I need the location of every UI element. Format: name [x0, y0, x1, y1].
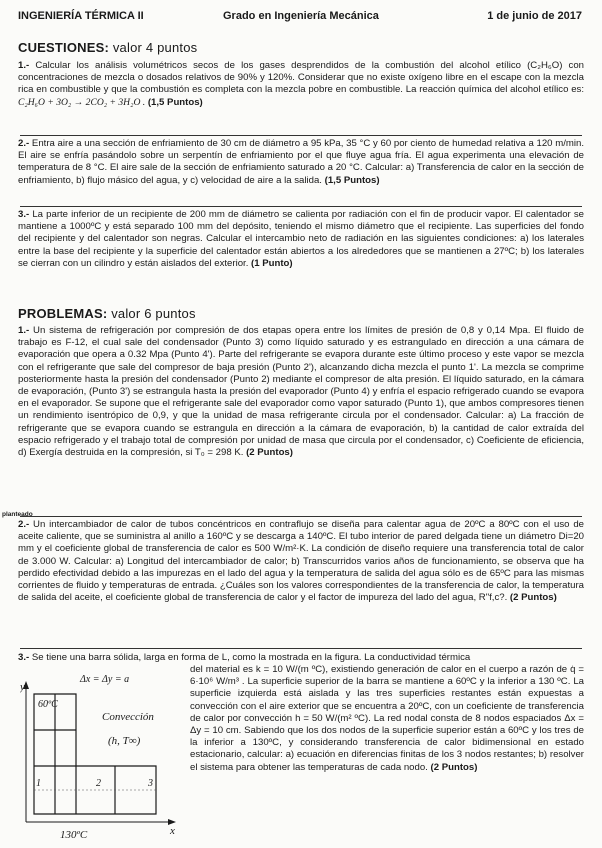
cuestiones-heading — [18, 40, 197, 55]
divider — [20, 516, 582, 517]
problema-2-number: 2.- — [18, 519, 30, 530]
problema-1-number: 1.- — [18, 325, 30, 336]
cuestion-2-number: 2.- — [18, 138, 30, 149]
cuestion-3-text: La parte inferior de un recipiente de 200 mm de diámetro se calienta por radiación con el fin de producir vapor. El calentador se mantiene a 1000ºC y está separado 100 mm del depósito, teniendo el mismo diámetro que el recipiente. Las superficies del fondo del recipiente y del calentador son negras. Calcular el intercambio neto de radiación en las siguientes condiciones: a) los laterales entre la base del recipiente y la superficie del calentador están abiertos a los alrededores que se mantienen a 27ºC; b) los laterales se cierran con un cilindro y están aislados del exterior. — [18, 209, 584, 269]
cuestion-2-points: (1,5 Puntos) — [324, 174, 380, 186]
node-1-label: 1 — [36, 778, 41, 789]
node-2-label: 2 — [96, 778, 101, 789]
problema-1-points: (2 Puntos) — [246, 447, 293, 459]
problema-3-text: del material es k = 10 W/(m ºC), existiendo generación de calor en el cuerpo a razón de q̇ = 6·10⁶ W/m³ . La superficie superior de la barra se mantiene a 60ºC y la inferior a 130 ºC. La superficie izquierda está aislada y las tres superficies restantes están expuestas a convección con el aire exterior que se encuentra a 20ºC, con un coeficiente de transferencia de calor por convección h = 50 W/(m² ºC). La red nodal consta de 8 nodos espaciados Δx = Δy = 10 cm. Sabiendo que los dos nodos de la superficie superior están a 60ºC y los tres de la inferior a 130ºC, y considerando transferencia de calor bidimensional en estado estacionario, calcular: a) ecuación en diferencias finitas de los 3 nodos restantes; b) resolver el sistema para obtener las temperaturas de cada nodo. — [190, 664, 584, 773]
divider — [20, 648, 582, 649]
problema-3 — [190, 664, 584, 774]
degree-name: Grado en Ingeniería Mecánica — [223, 10, 379, 22]
cuestion-1-number: 1.- — [18, 60, 30, 71]
convection-params: (h, T∞) — [108, 735, 141, 747]
course-name: INGENIERÍA TÉRMICA II — [18, 10, 144, 22]
problema-2-text: Un intercambiador de calor de tubos concéntricos en contraflujo se diseña para calentar agua de 20ºC a 80ºC con el uso de aceite caliente, que se suministra al anillo a 160ºC y se descarga a 140ºC. El tubo interior de pared delgada tiene un diámetro Di=20 mm y el coeficiente global de transferencia de calor es 500 W/m²·K. La condición de diseño requiere una transferencia total de calor de 3.000 W. Calcular: a) Longitud del intercambiador de calor; b) Transcurridos varios años de funcionamiento, se observa que ha perdido efectividad debido a las impurezas en el lado del agua y la temperatura de salida del agua sólo es de 65ºC para las mismas corrientes de fluido y temperaturas de entrada. ¿Cuáles son los valores correspondientes de la transferencia de calor, la temperatura de salida del aceite, el coeficiente global de transferencia de calor y el factor de impureza del lado del agua, R"f,c?. — [18, 519, 584, 604]
cuestiones-title: CUESTIONES: — [18, 40, 110, 55]
cuestion-2-text: Entra aire a una sección de enfriamiento de 30 cm de diámetro a 95 kPa, 35 °C y 60 por ciento de humedad relativa a 120 m/min. El aire se enfría pasándolo sobre un serpentín de enfriamiento por el que fluye agua fría. El agua experimenta una elevación de temperatura de 8 °C. El aire sale de la sección de enfriamiento saturado a 20 °C. Calcular: a) Transferencia de calor en la sección de enfriamiento, b) flujo másico del agua, y c) velocidad de aire a la salida. — [18, 138, 584, 186]
problemas-value: valor 6 puntos — [111, 306, 196, 321]
cuestion-1-equation: C₂H₆O + 3O₂ → 2CO₂ + 3H₂O . — [18, 96, 146, 108]
problema-2-points: (2 Puntos) — [509, 592, 557, 604]
cuestion-1 — [18, 60, 584, 109]
node-3-label: 3 — [148, 778, 153, 789]
problemas-title: PROBLEMAS: — [18, 306, 108, 321]
problema-2 — [18, 519, 584, 604]
problema-3-lead — [18, 652, 584, 664]
cuestion-2 — [18, 138, 584, 187]
cuestiones-value: valor 4 puntos — [112, 40, 198, 55]
exam-header — [18, 10, 582, 26]
bottom-temp-label: 130ºC — [60, 829, 88, 841]
exam-date: 1 de junio de 2017 — [487, 10, 582, 22]
convection-label: Convección — [102, 711, 154, 723]
cuestion-1-points: (1,5 Puntos) — [147, 96, 203, 108]
problema-1-text: Un sistema de refrigeración por compresión de dos etapas opera entre los límites de presión de 0,8 y 0,14 Mpa. El fluido de trabajo es F-12, el cual sale del condensador (Punto 3) como líquido saturado y es estrangulado en dirección a una cámara de evaporación que opera a 0.32 Mpa (Punto 4'). Parte del refrigerante se evapora durante este último proceso y este vapor se mezcla con el refrigerante que sale del compresor de baja presión (Punto 2'), alcanzando dicha mezcla el punto 1'. La mezcla se comprime posteriormente hasta la presión del condensador (Punto 2) mediante el compresor de alta presión. El líquido saturado, en la cámara de evaporación, (Punto 3') se estrangula hasta la presión del evaporador (Punto 4) y enfría el espacio refrigerado cuando se evapora en el evaporador. Se supone que el refrigerante sale del evaporador como vapor saturado (Punto 1), que ambos compresores tienen un rendimiento isentrópico de 0,9, y que la unidad de masa refrigerante circula por el condensador. Calcular: a) La fracción de refrigerante que se evapora cuando se estrangula en dirección a la cámara de evaporación, b) la cantidad de calor extraída del espacio refrigerado y el trabajo total de compresión por unidad de masa que circula por el condensador, c) Coeficiente de eficiencia, d) Exergía destruida en la compresión, si T₀ = 298 K. — [18, 325, 584, 459]
divider — [20, 206, 582, 207]
spacing-label: Δx = Δy = a — [80, 674, 130, 685]
problema-3-points: (2 Puntos) — [430, 761, 478, 773]
cuestion-1-text: Calcular los análisis volumétricos secos de los gases desprendidos de la combustión del alcohol etílico (C₂H₆O) con concentraciones de mezcla o dosados relativos de 90% y 120%. Considerar que no existe oxígeno libre en el escape con la mezcla rica en combustible y que la combustión es completa con la mezcla pobre en combustible. La reacción química del alcohol etílico es: — [18, 60, 584, 96]
problema-3-number: 3.- — [18, 652, 30, 663]
divider — [20, 135, 582, 136]
problemas-heading — [18, 306, 196, 321]
l-bar-figure — [20, 672, 188, 842]
cuestion-3 — [18, 209, 584, 270]
axis-y-label: y — [20, 681, 25, 693]
cuestion-3-points: (1 Punto) — [251, 257, 293, 269]
problema-3-lead-text: Se tiene una barra sólida, larga en forma de L, como la mostrada en la figura. La conductividad térmica — [31, 652, 471, 663]
handwritten-note: planteado — [2, 511, 33, 518]
axis-x-label: x — [170, 825, 175, 837]
top-temp-label: 60ºC — [38, 699, 58, 710]
cuestion-3-number: 3.- — [18, 209, 30, 220]
problema-1 — [18, 325, 584, 459]
